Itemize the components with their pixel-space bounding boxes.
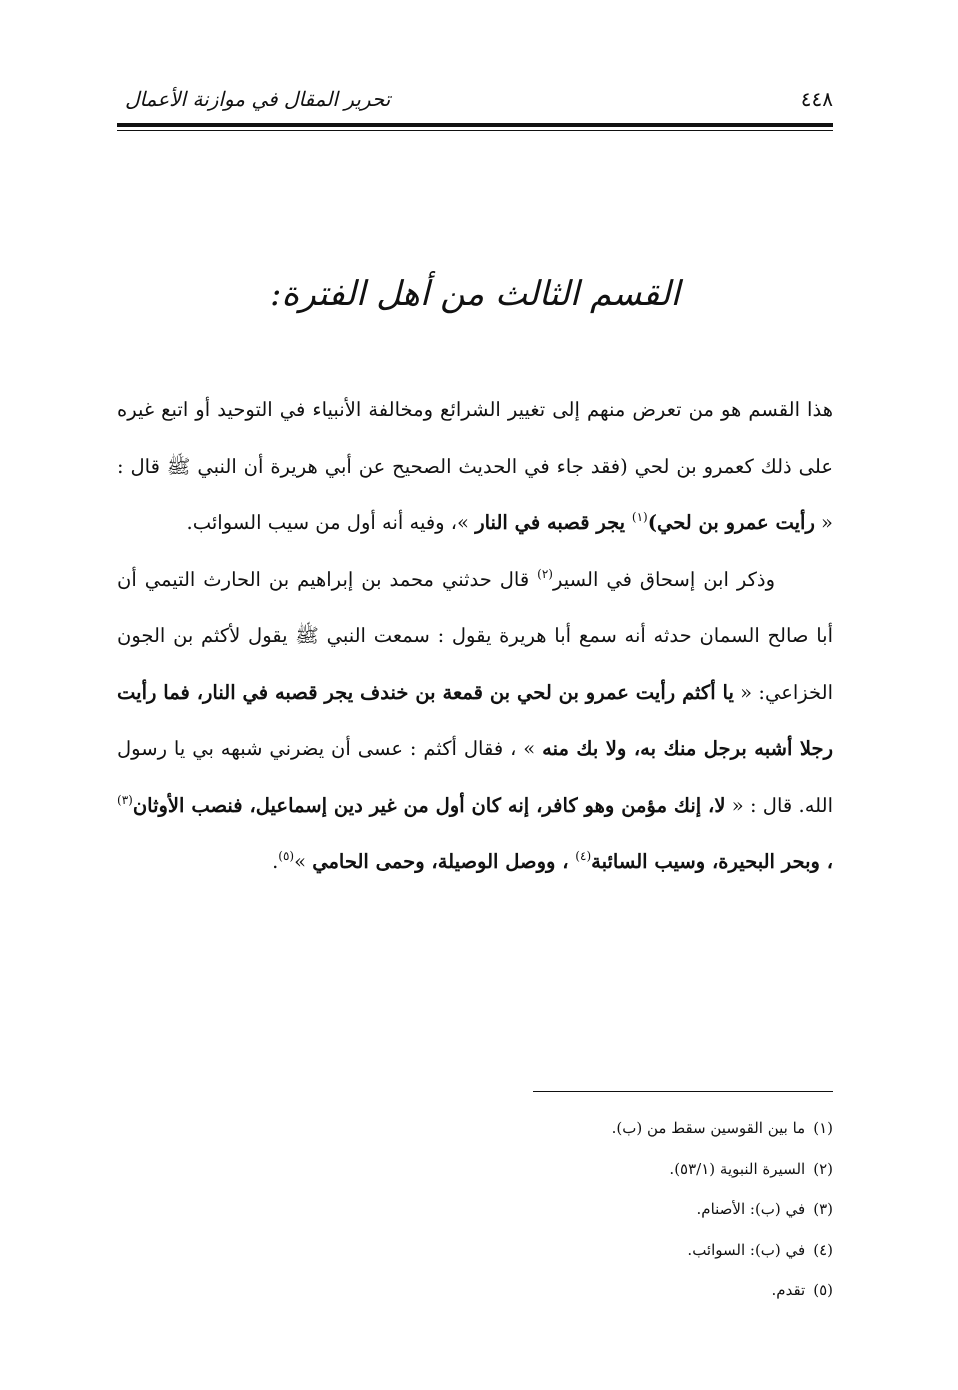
section-title: القسم الثالث من أهل الفترة: bbox=[270, 274, 680, 314]
text-run: » ، فقال أكثم : عسى أن يضرني شبهه بي يا رسول الله. قال : « bbox=[117, 737, 833, 817]
text-run: هذا القسم هو من تعرض منهم إلى تغيير الشرائع ومخالفة الأنبياء في التوحيد أو اتبع غيره على ذلك كعمرو بن لحي (فقد جاء في الحديث الصحيح عن أبي هريرة أن النبي ﷺ قال : « bbox=[117, 398, 833, 534]
footnote-marker: (٥) bbox=[278, 849, 295, 863]
paragraph bbox=[117, 382, 833, 552]
footnote bbox=[433, 1149, 833, 1190]
footnote-text: في (ب): الأصنام. bbox=[696, 1200, 806, 1218]
footnotes bbox=[433, 1108, 833, 1311]
paragraph bbox=[117, 552, 833, 891]
book-title: تحرير المقال في موازنة الأعمال bbox=[125, 87, 391, 111]
footnote bbox=[433, 1270, 833, 1311]
hadith-text: يا أكثم رأيت عمرو بن لحي بن قمعة بن خندف يجر قصبه في النار، فما رأيت رجلا أشبه برجل منك به، ولا بك منه bbox=[117, 680, 834, 760]
hadith-text: لا، إنك مؤمن وهو كافر، إنه كان أول من غير دين إسماعيل، فنصب الأوثان bbox=[132, 793, 726, 817]
hadith-text: ، وبحر البحيرة، وسيب السائبة bbox=[591, 850, 833, 873]
footnote bbox=[433, 1189, 833, 1230]
footnote-text: السيرة النبوية (٥٣/١). bbox=[669, 1159, 806, 1178]
text-run: قال حدثني محمد بن إبراهيم بن الحارث التيمي أن أبا صالح السمان حدثه أنه سمع أبا هريرة يقول : سمعت النبي ﷺ يقول لأكثم بن الجون الخزاعي: « bbox=[117, 567, 833, 704]
footnote-number: (٣) bbox=[813, 1200, 833, 1218]
header-rule bbox=[117, 123, 833, 127]
footnote-text: في (ب): السوائب. bbox=[687, 1240, 806, 1259]
footnote-number: (٥) bbox=[813, 1281, 833, 1299]
footnote-rule bbox=[533, 1091, 833, 1092]
footnote bbox=[433, 1108, 833, 1149]
hadith-text: رأيت عمرو بن لحي) bbox=[647, 511, 815, 534]
text-run: » bbox=[294, 850, 313, 873]
footnote-text: تقدم. bbox=[771, 1281, 806, 1299]
footnote bbox=[433, 1230, 833, 1271]
text-run: »، وفيه أنه أول من سيب السوائب. bbox=[186, 511, 476, 534]
footnote-marker: (٢) bbox=[537, 566, 553, 581]
body-text bbox=[117, 382, 833, 891]
footnote-number: (١) bbox=[813, 1119, 833, 1137]
footnote-text: ما بين القوسين سقط من (ب). bbox=[611, 1119, 806, 1137]
running-header bbox=[125, 84, 833, 118]
hadith-text: يجر قصبه في النار bbox=[475, 511, 632, 534]
page-number: ٤٤٨ bbox=[800, 87, 833, 111]
footnote-number: (٤) bbox=[813, 1240, 833, 1259]
text-run: وذكر ابن إسحاق في السير bbox=[552, 567, 775, 591]
footnote-marker: (٣) bbox=[117, 792, 133, 807]
footnote-marker: (١) bbox=[631, 510, 648, 524]
header-rule-thin bbox=[117, 130, 833, 131]
footnote-marker: (٤) bbox=[575, 849, 592, 863]
text-run: . bbox=[272, 850, 279, 873]
hadith-text: ، ووصل الوصيلة، وحمى الحامي bbox=[312, 850, 576, 873]
footnote-number: (٢) bbox=[813, 1159, 833, 1178]
